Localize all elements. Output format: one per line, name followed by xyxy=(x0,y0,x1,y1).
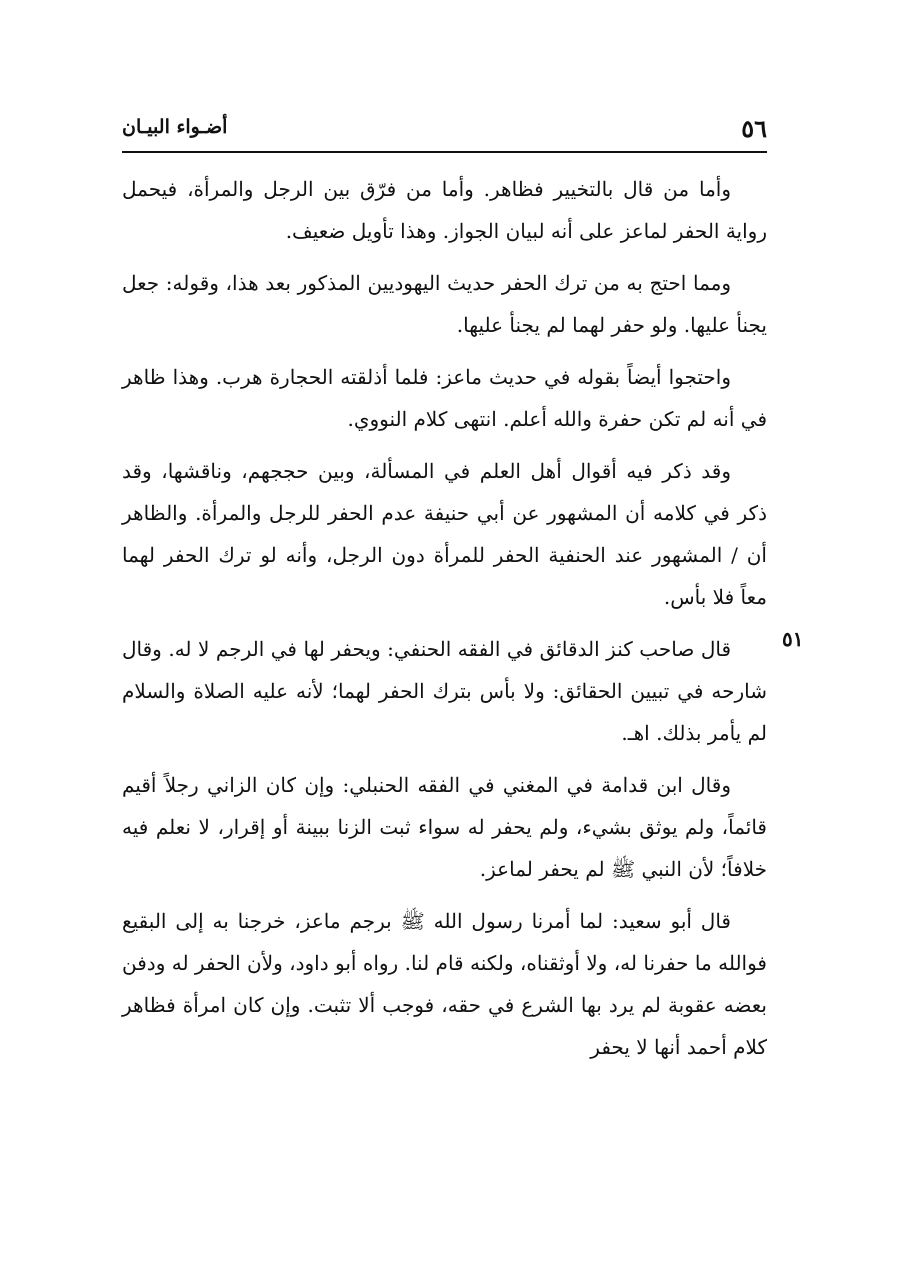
book-title: أضـواء البيـان xyxy=(122,116,228,138)
margin-page-reference: ٥١ xyxy=(782,627,804,651)
paragraph-3: واحتجوا أيضاً بقوله في حديث ماعز: فلما أذلقته الحجارة هرب. وهذا ظاهر في أنه لم تكن حفرة والله أعلم. انتهى كلام النووي. xyxy=(122,365,767,431)
page-number: ٥٦ xyxy=(741,114,767,143)
paragraph-7: قال أبو سعيد: لما أمرنا رسول الله ﷺ برجم ماعز، خرجنا به إلى البقيع فوالله ما حفرنا له، ولا أوثقناه، ولكنه قام لنا. رواه أبو داود، ولأن الحفر له ودفن بعضه عقوبة لم يرد بها الشرع في حقه، فوجب ألا تثبت. وإن كان امرأة فظاهر كلام أحمد أنها لا يحفر xyxy=(122,909,767,1059)
page-header xyxy=(122,108,767,148)
body-text xyxy=(122,168,767,1074)
paragraph-6: وقال ابن قدامة في المغني في الفقه الحنبلي: وإن كان الزاني رجلاً أقيم قائماً، ولم يوثق بشيء، ولم يحفر له سواء ثبت الزنا ببينة أو إقرار، لا نعلم فيه خلافاً؛ لأن النبي ﷺ لم يحفر لماعز. xyxy=(122,773,767,881)
header-rule xyxy=(122,151,767,153)
paragraph-5: قال صاحب كنز الدقائق في الفقه الحنفي: ويحفر لها في الرجم لا له. وقال شارحه في تبيين الحقائق: ولا بأس بترك الحفر لهما؛ لأنه عليه الصلاة والسلام لم يأمر بذلك. اهـ. xyxy=(122,637,767,745)
paragraph-2: ومما احتج به من ترك الحفر حديث اليهوديين المذكور بعد هذا، وقوله: جعل يجنأ عليها. ولو حفر لهما لم يجنأ عليها. xyxy=(122,271,767,337)
paragraph-1: وأما من قال بالتخيير فظاهر. وأما من فرّق بين الرجل والمرأة، فيحمل رواية الحفر لماعز على أنه لبيان الجواز. وهذا تأويل ضعيف. xyxy=(122,177,767,243)
paragraph-4: وقد ذكر فيه أقوال أهل العلم في المسألة، وبين حججهم، وناقشها، وقد ذكر في كلامه أن المشهور عن أبي حنيفة عدم الحفر للرجل والمرأة. والظاهر أن / المشهور عند الحنفية الحفر للمرأة دون الرجل، وأنه لو ترك الحفر لهما معاً فلا بأس. xyxy=(122,459,767,609)
